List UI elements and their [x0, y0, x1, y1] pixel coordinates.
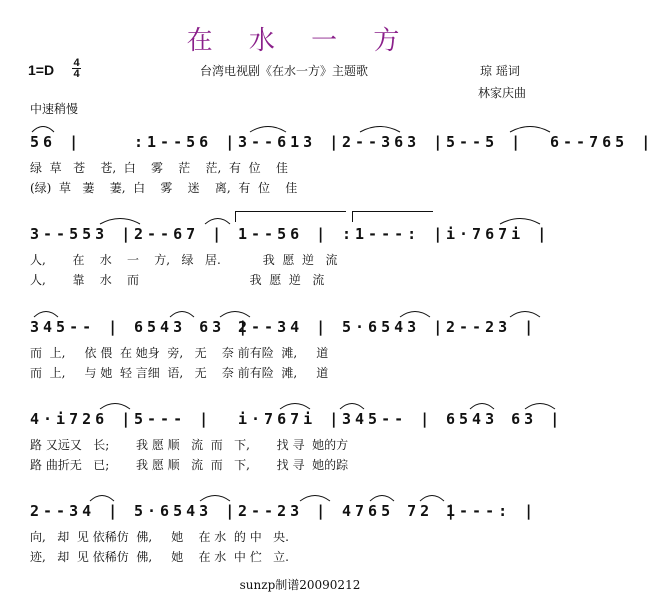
measure: 2--23 |: [238, 502, 330, 520]
meter-top: 4: [73, 57, 80, 69]
measure: 2--34 |: [30, 502, 122, 520]
measure: 345-- |: [30, 318, 122, 336]
slur-marks: [30, 211, 578, 225]
measure: 6543 63 |: [446, 410, 564, 428]
measure: 1---: |: [446, 502, 538, 520]
notation-row: [30, 133, 654, 151]
notation-row: [30, 410, 564, 428]
measure: 5--5 |: [446, 133, 525, 151]
measure: :1---: |: [342, 225, 447, 243]
time-signature: [72, 58, 81, 79]
tempo-marking: 中速稍慢: [30, 102, 79, 116]
measure: i·767i |: [238, 410, 343, 428]
lyrics-verse-1: 绿 草 苍 苍, 白 雾 茫 茫, 有 位 佳: [30, 161, 288, 175]
measure: 345-- |: [342, 410, 434, 428]
meter-bottom: 4: [73, 68, 80, 80]
song-subtitle: 台湾电视剧《在水一方》主题歌: [200, 64, 369, 78]
transcriber-credit: sunzp制谱20090212: [239, 578, 361, 592]
lyrics-verse-2: 路 曲折无 已; 我 愿 顺 流 而 下, 找 寻 她的踪: [30, 458, 349, 472]
lyrics-verse-1: 人, 在 水 一 方, 绿 居. 我 愿 逆 流: [30, 253, 338, 267]
slur-marks: [30, 488, 578, 502]
measure: 2--67 |: [134, 225, 226, 243]
measure: 6543 63 |: [134, 318, 252, 336]
measure: 1--56 |: [238, 225, 330, 243]
measure: 4765 72 |: [342, 502, 460, 520]
measure: 6--765 |: [550, 133, 654, 151]
lyrics-verse-2: 而 上, 与 她 轻 言细 语, 无 奈 前有险 滩, 道: [30, 366, 329, 380]
measure: 56 |: [30, 133, 83, 151]
measure: 3--553 |: [30, 225, 135, 243]
key-signature: 1=D: [28, 62, 55, 78]
measure: :1--56 |: [134, 133, 239, 151]
lyrics-verse-1: 向, 却 见 依稀仿 佛, 她 在 水 的 中 央.: [30, 530, 289, 544]
measure: 4·i726 |: [30, 410, 135, 428]
song-title: 在 水 一 方: [186, 26, 414, 56]
composer-credit: 林家庆曲: [478, 86, 527, 100]
measure: 3--613 |: [238, 133, 343, 151]
slur-marks: [30, 304, 578, 318]
measure: 5--- |: [134, 410, 213, 428]
lyricist-credit: 琼 瑶词: [480, 64, 520, 78]
lyrics-verse-2: 人, 靠 水 而 我 愿 逆 流: [30, 273, 325, 287]
measure: 2--23 |: [446, 318, 538, 336]
measure: 2--363 |: [342, 133, 447, 151]
notation-row: [30, 318, 550, 336]
slur-marks: [30, 119, 578, 133]
slur-marks: [30, 396, 578, 410]
notation-row: [30, 502, 550, 520]
measure: i·767i |: [446, 225, 551, 243]
lyrics-verse-2: 迹, 却 见 依稀仿 佛, 她 在 水 中 伫 立.: [30, 550, 289, 564]
measure: 5·6543 |: [134, 502, 239, 520]
measure: 2--34 |: [238, 318, 330, 336]
notation-row: [30, 225, 550, 243]
lyrics-verse-2: (绿) 草 萋 萋, 白 雾 迷 离, 有 位 佳: [30, 181, 298, 195]
lyrics-verse-1: 而 上, 依 偎 在 她身 旁, 无 奈 前有险 滩, 道: [30, 346, 329, 360]
lyrics-verse-1: 路 又远又 长; 我 愿 顺 流 而 下, 找 寻 她的方: [30, 438, 349, 452]
measure: 5·6543 |: [342, 318, 447, 336]
